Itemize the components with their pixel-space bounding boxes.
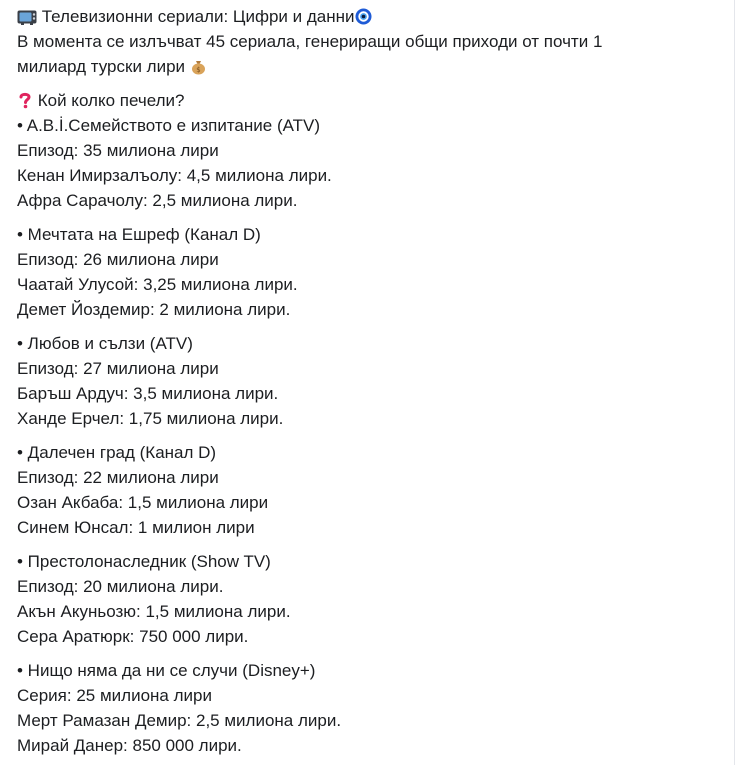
show-episode-line: Епизод: 35 милиона лири — [17, 141, 219, 160]
show-actress-line: Сера Аратюрк: 750 000 лири. — [17, 627, 249, 646]
show-actor-line: Озан Акбаба: 1,5 милиона лири — [17, 493, 269, 512]
show-actress-line: Мирай Данер: 850 000 лири. — [17, 736, 242, 755]
show-block-2 — [17, 222, 734, 322]
show-actor-line: Кенан Имирзалъолу: 4,5 милиона лири. — [17, 166, 332, 185]
show-episode-line: Епизод: 27 милиона лири — [17, 359, 219, 378]
show-episode-line: Епизод: 26 милиона лири — [17, 250, 219, 269]
question-line — [17, 88, 734, 113]
show-heading: • Нищо няма да ни се случи (Disney+) — [17, 661, 316, 680]
post-title: Телевизионни сериали: Цифри и данни — [41, 7, 355, 26]
show-actress-line: Ханде Ерчел: 1,75 милиона лири. — [17, 409, 284, 428]
question-text: Кой колко печели? — [37, 91, 185, 110]
show-heading: • A.B.İ.Семейството е изпитание (ATV) — [17, 116, 321, 135]
red-question-mark-icon — [17, 91, 33, 109]
show-actor-line: Мерт Рамазан Демир: 2,5 милиона лири. — [17, 711, 342, 730]
show-actor-line: Акън Акуньозю: 1,5 милиона лири. — [17, 602, 291, 621]
show-block-1 — [17, 113, 734, 213]
show-heading: • Престолонаследник (Show TV) — [17, 552, 271, 571]
show-heading: • Далечен град (Канал D) — [17, 443, 217, 462]
show-actress-line: Афра Сарачолу: 2,5 милиона лири. — [17, 191, 298, 210]
show-actor-line: Баръш Ардуч: 3,5 милиона лири. — [17, 384, 279, 403]
intro-line-2 — [17, 54, 734, 79]
svg-text:$: $ — [196, 66, 201, 74]
show-block-3 — [17, 331, 734, 431]
show-actor-line: Чаатай Улусой: 3,25 милиона лири. — [17, 275, 298, 294]
money-bag-icon — [190, 58, 207, 75]
show-episode-line: Серия: 25 милиона лири — [17, 686, 212, 705]
post-title-line — [17, 4, 734, 29]
show-heading: • Любов и сълзи (ATV) — [17, 334, 193, 353]
show-block-4 — [17, 440, 734, 540]
show-heading: • Мечтата на Ешреф (Канал D) — [17, 225, 261, 244]
show-actress-line: Синем Юнсал: 1 милион лири — [17, 518, 255, 537]
intro-text-2: милиард турски лири — [17, 57, 186, 76]
television-icon — [17, 10, 37, 25]
show-block-5 — [17, 549, 734, 649]
show-episode-line: Епизод: 20 милиона лири. — [17, 577, 224, 596]
nazar-amulet-icon — [355, 8, 372, 25]
show-actress-line: Демет Йоздемир: 2 милиона лири. — [17, 300, 291, 319]
intro-line-1: В момента се излъчват 45 сериала, генериращи общи приходи от почти 1 — [17, 32, 603, 51]
show-block-6 — [17, 658, 734, 758]
show-episode-line: Епизод: 22 милиона лири — [17, 468, 219, 487]
